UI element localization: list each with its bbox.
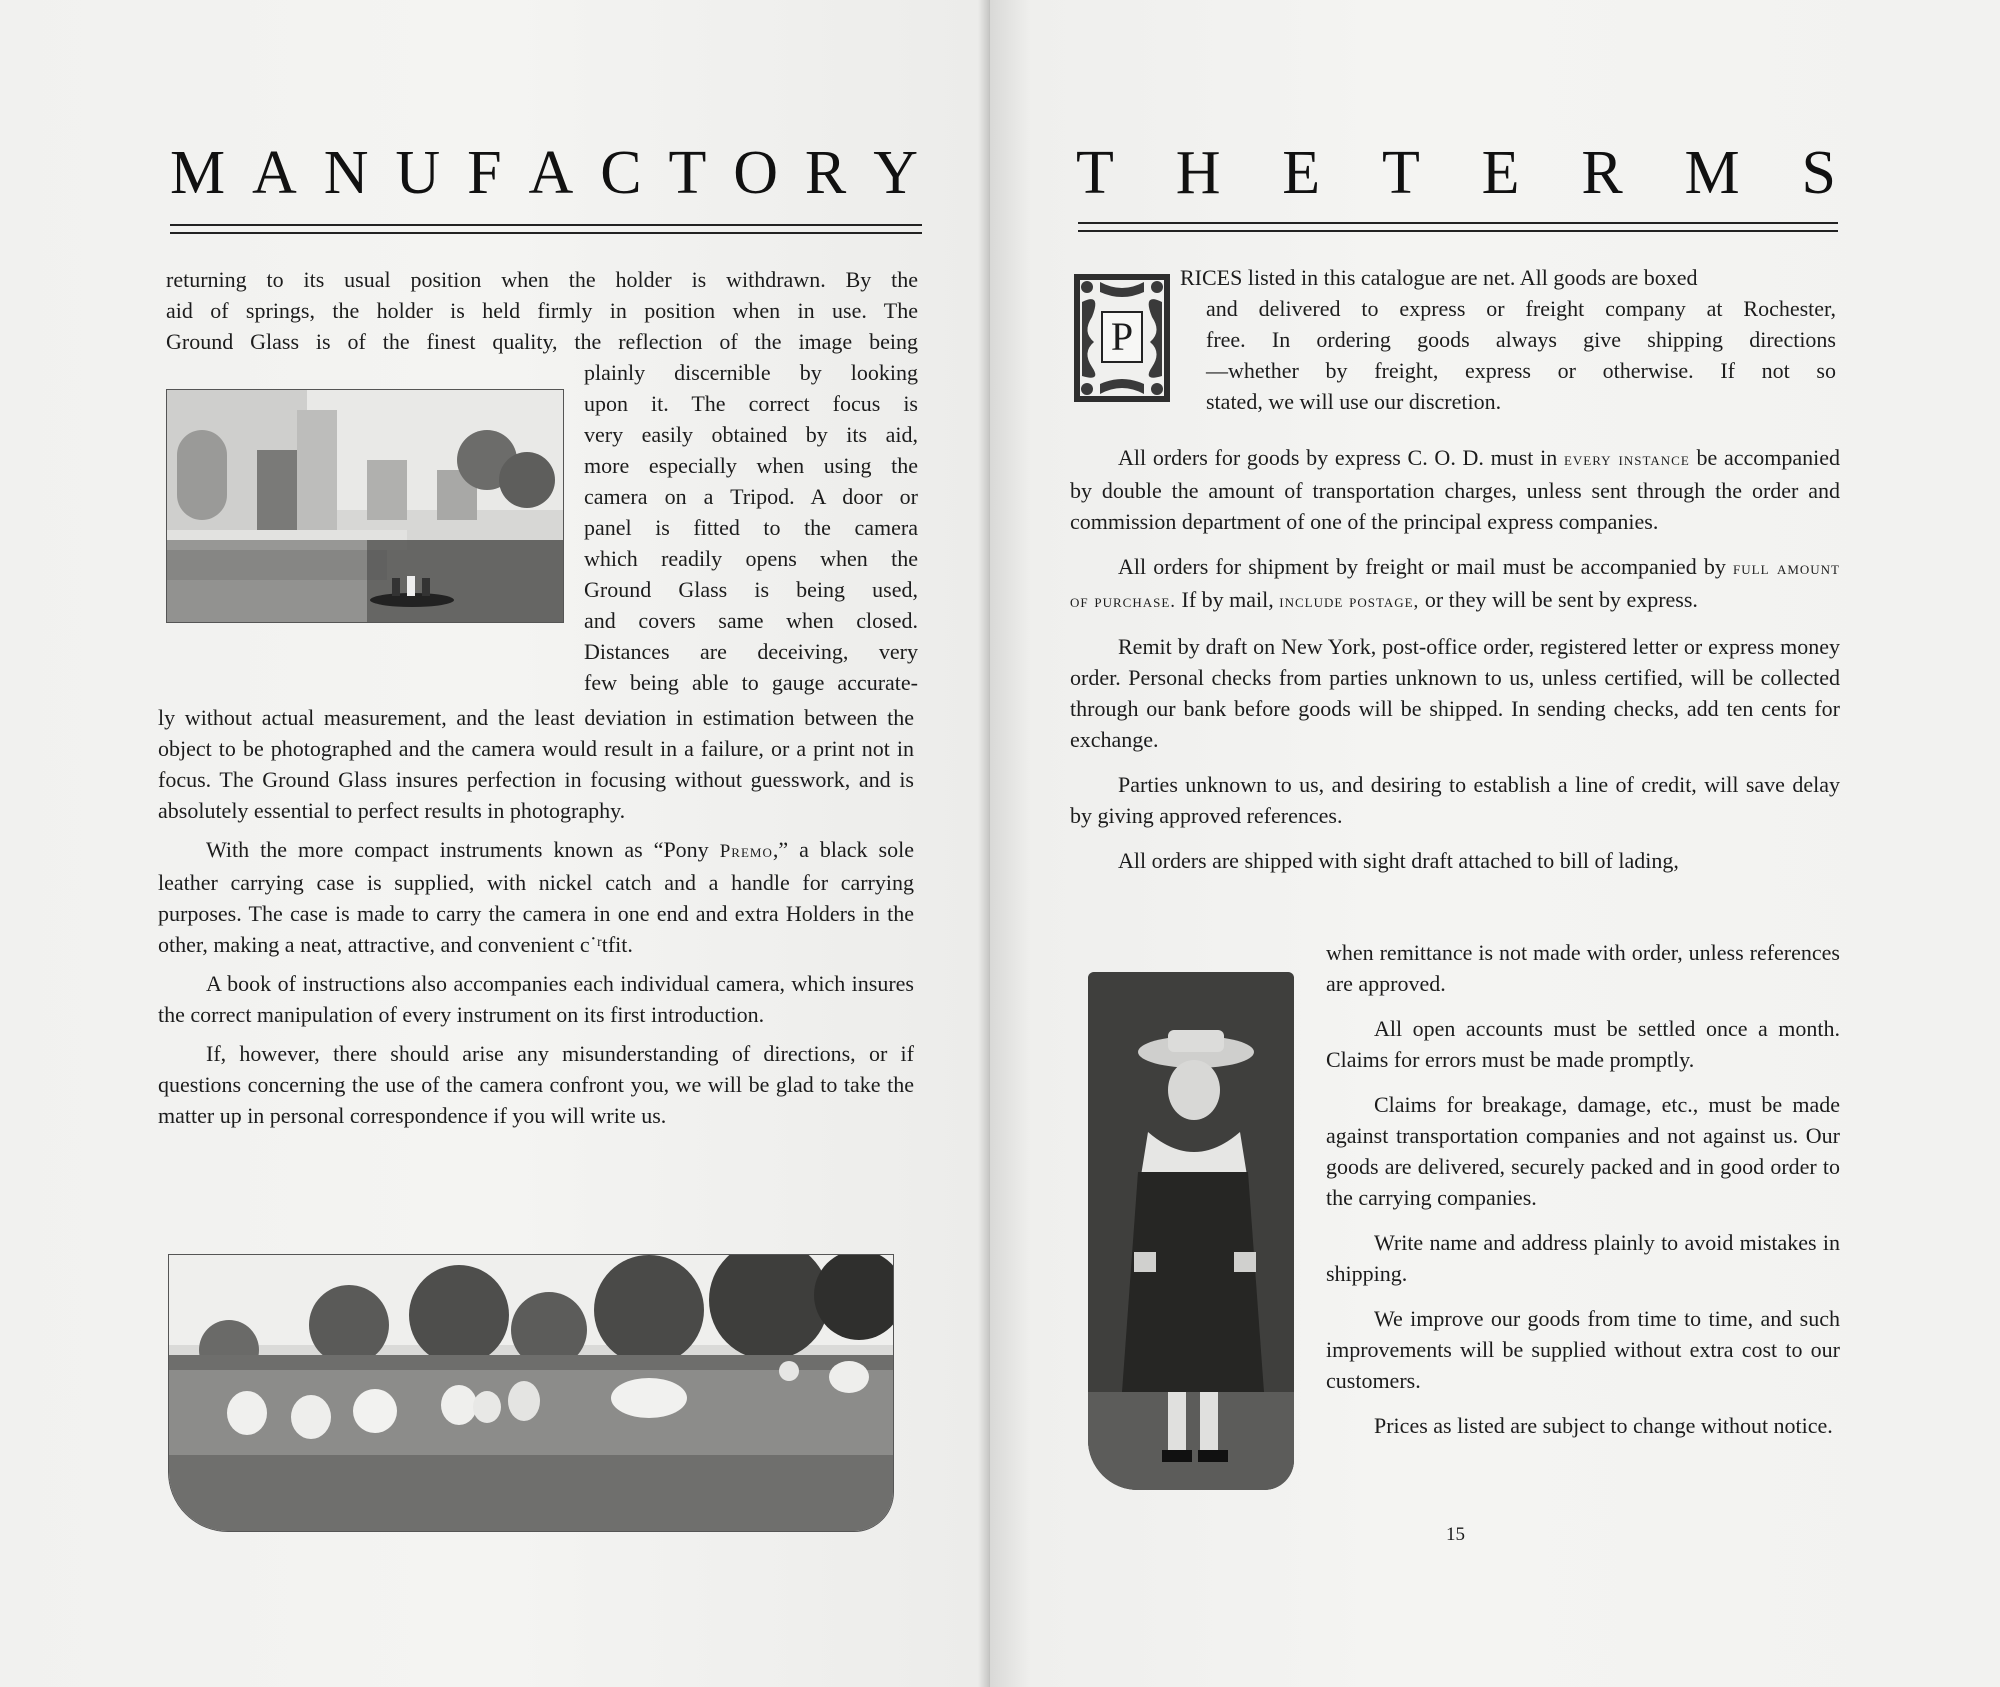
page-title-the-terms <box>1076 138 1836 209</box>
left_page-title-letter: F <box>467 139 502 207</box>
text-block-terms-wrap <box>1326 937 1840 1449</box>
paragraph: ly without actual measurement, and the least deviation in estimation between the object to be photographed and the camera would result in a failure, or a print not in focus. The Ground Glass insures perfection in focusing without guesswork, and is absolutely essential to perfect results in photography. <box>158 705 914 823</box>
text-block-terms <box>1070 442 1840 884</box>
photo-sheep-pasture <box>168 1254 894 1532</box>
left_page-title-letter: N <box>323 139 369 207</box>
dropcap-letter: P <box>1110 314 1134 359</box>
right_page-title-letter: H <box>1175 139 1221 207</box>
paragraph: Prices as listed are subject to change without notice. <box>1374 1413 1833 1438</box>
paragraph: All orders for shipment by freight or mail must be accompanied by full amount of purchase. If by mail, include postage, or they will be sent by express. <box>1070 554 1840 612</box>
paragraph: If, however, there should arise any misunderstanding of directions, or if questions concerning the use of the camera confront you, we will be glad to take the matter up in personal correspondence if you will write us. <box>158 1041 914 1128</box>
page-title-manufactory <box>170 138 918 209</box>
text-line: RICES listed in this catalogue are net. All goods are boxed <box>1180 265 1698 290</box>
paragraph: All orders are shipped with sight draft attached to bill of lading, <box>1118 848 1679 873</box>
paragraph: A book of instructions also accompanies each individual camera, which insures the correct manipulation of every instrument on its first introduction. <box>158 971 914 1027</box>
text-line: stated, we will use our discretion. <box>1206 389 1502 414</box>
paragraph: With the more compact instruments known as “Pony Premo,” a black sole leather carrying case is supplied, with nickel catch and a handle for carrying purposes. The case is made to carry the camera in one end and extra Holders in the other, making a neat, attractive, and convenient c˙ʳtfit. <box>158 837 914 957</box>
title-rule-top <box>1078 222 1838 224</box>
text-line: and delivered to express or freight company at Rochester, <box>1206 296 1836 321</box>
text-line: and covers same when closed. <box>584 608 918 633</box>
text-line: more especially when using the <box>584 453 918 478</box>
left-page <box>0 0 990 1687</box>
paragraph: All open accounts must be settled once a month. Claims for errors must be made promptly. <box>1326 1016 1840 1072</box>
text-line: Ground Glass is of the finest quality, the reflection of the image being <box>166 329 918 354</box>
text-line: Ground Glass is being used, <box>584 577 918 602</box>
paragraph: We improve our goods from time to time, and such improvements will be supplied without extra cost to our customers. <box>1326 1306 1840 1393</box>
text-line: panel is fitted to the camera <box>584 515 918 540</box>
paragraph: when remittance is not made with order, unless references are approved. <box>1326 940 1840 996</box>
ornamental-dropcap-frame <box>1072 272 1172 404</box>
page-number: 15 <box>1446 1524 1465 1545</box>
right_page-title-letter: S <box>1801 139 1836 207</box>
text-line: camera on a Tripod. A door or <box>584 484 918 509</box>
text-line: very easily obtained by its aid, <box>584 422 918 447</box>
text-line: returning to its usual position when the holder is withdrawn. By the <box>166 267 918 292</box>
right_page-title-letter: E <box>1282 139 1321 207</box>
text-line: upon it. The correct focus is <box>584 391 918 416</box>
photo-exposition-canal <box>166 389 564 623</box>
paragraph: Remit by draft on New York, post-office order, registered letter or express money order. Personal checks from parties unknown to us, unless certified, will be collected through our bank before goods will be shipped. In sending checks, add ten cents for exchange. <box>1070 634 1840 752</box>
text-line: few being able to gauge accurate- <box>584 670 918 695</box>
paragraph: All orders for goods by express C. O. D. must in every instance be accompanied by double the amount of transportation charges, unless sent through the order and commission department of one of the principal express companies. <box>1070 445 1840 534</box>
right_page-title-letter: R <box>1581 139 1623 207</box>
text-block-wrap <box>584 357 918 698</box>
title-rule-top <box>170 224 922 226</box>
right-page <box>990 0 2000 1687</box>
paragraph: Claims for breakage, damage, etc., must be made against transportation companies and not against us. Our goods are delivered, securely packed and in good order to the carrying companies. <box>1326 1092 1840 1210</box>
title-rule-bottom <box>1078 230 1838 232</box>
left_page-title-letter: O <box>733 139 779 207</box>
text-line: free. In ordering goods always give shipping directions <box>1206 327 1836 352</box>
title-rule-bottom <box>170 232 922 234</box>
right_page-title-letter: T <box>1076 139 1114 207</box>
left_page-title-letter: T <box>668 139 707 207</box>
left_page-title-letter: Y <box>873 139 918 207</box>
text-line: aid of springs, the holder is held firmly in position when in use. The <box>166 298 918 323</box>
text-block-intro <box>1180 262 1836 417</box>
left_page-title-letter: C <box>600 139 642 207</box>
text-line: —whether by freight, express or otherwise. If not so <box>1206 358 1836 383</box>
photo-girl-portrait <box>1088 972 1294 1490</box>
left_page-title-letter: U <box>395 139 441 207</box>
paragraph: Parties unknown to us, and desiring to establish a line of credit, will save delay by giving approved references. <box>1070 772 1840 828</box>
right_page-title-letter: E <box>1481 139 1520 207</box>
left_page-title-letter: R <box>804 139 847 207</box>
right_page-title-letter: M <box>1684 139 1740 207</box>
right_page-title-letter: T <box>1381 139 1420 207</box>
left_page-title-letter: M <box>170 139 226 207</box>
text-block-main <box>158 702 914 1139</box>
text-line: Distances are deceiving, very <box>584 639 918 664</box>
text-line: plainly discernible by looking <box>584 360 918 385</box>
text-block-top <box>166 264 918 357</box>
text-line: which readily opens when the <box>584 546 918 571</box>
left_page-title-letter: A <box>252 139 297 207</box>
left_page-title-letter: A <box>528 139 574 207</box>
paragraph: Write name and address plainly to avoid mistakes in shipping. <box>1326 1230 1840 1286</box>
